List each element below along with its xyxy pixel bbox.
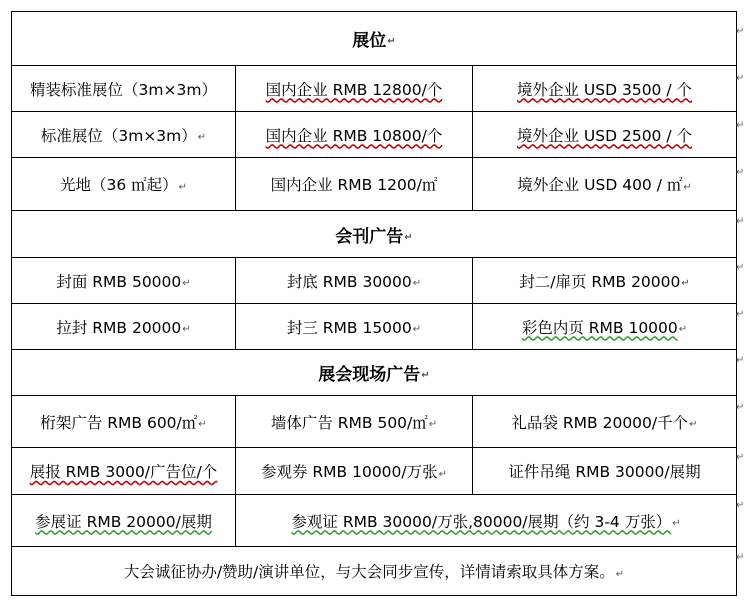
row-end-mark: ↵ xyxy=(736,262,745,273)
booth-row-2-overseas: 境外企业 USD 2500 / 个 xyxy=(472,111,737,158)
row-end-mark: ↵ xyxy=(736,500,745,511)
footer-note: 大会诚征协办/赞助/演讲单位，与大会同步宣传，详情请索取具体方案。 ↵ xyxy=(11,546,737,596)
onsite-ad-row-1-col-2: 墙体广告 RMB 500/㎡ ↵ xyxy=(235,395,473,448)
row-end-mark: ↵ xyxy=(736,309,745,320)
journal-ad-row-2-col-2: 封三 RMB 15000 ↵ xyxy=(235,303,473,350)
onsite-ad-row-2-col-1: 展报 RMB 3000/广告位/个 xyxy=(11,447,236,495)
booth-row-3-overseas: 境外企业 USD 400 / ㎡ ↵ xyxy=(472,157,737,211)
booth-row-1-domestic: 国内企业 RMB 12800/个 xyxy=(235,65,473,112)
row-end-mark: ↵ xyxy=(736,402,745,413)
row-end-mark: ↵ xyxy=(736,73,745,84)
row-end-mark: ↵ xyxy=(736,216,745,227)
row-end-mark: ↵ xyxy=(736,167,745,178)
onsite-ad-row-3-col-1: 参展证 RMB 20000/展期 xyxy=(11,494,236,547)
booth-row-1-type: 精装标准展位（3m×3m） xyxy=(11,65,236,112)
onsite-ad-row-2-col-3: 证件吊绳 RMB 30000/展期 xyxy=(472,447,737,495)
journal-ad-row-1-col-1: 封面 RMB 50000 ↵ xyxy=(11,257,236,304)
booth-row-3-type: 光地（36 ㎡起） ↵ xyxy=(11,157,236,211)
onsite-ad-row-1-col-3: 礼品袋 RMB 20000/千个 ↵ xyxy=(472,395,737,448)
journal-ad-row-2-col-3: 彩色内页 RMB 10000 ↵ xyxy=(472,303,737,350)
section-header-journal-ads: 会刊广告 ↵ xyxy=(11,210,737,258)
section-header-onsite-ads: 展会现场广告 ↵ xyxy=(11,349,737,396)
row-end-mark: ↵ xyxy=(736,452,745,463)
row-end-mark: ↵ xyxy=(736,120,745,131)
journal-ad-row-2-col-1: 拉封 RMB 20000 ↵ xyxy=(11,303,236,350)
section-header-booth: 展位 ↵ xyxy=(11,11,737,66)
row-end-mark: ↵ xyxy=(736,26,745,37)
booth-row-1-overseas: 境外企业 USD 3500 / 个 xyxy=(472,65,737,112)
onsite-ad-row-1-col-1: 桁架广告 RMB 600/㎡ ↵ xyxy=(11,395,236,448)
journal-ad-row-1-col-2: 封底 RMB 30000 ↵ xyxy=(235,257,473,304)
row-end-mark: ↵ xyxy=(736,552,745,563)
onsite-ad-row-2-col-2: 参观券 RMB 10000/万张 ↵ xyxy=(235,447,473,495)
booth-row-3-domestic: 国内企业 RMB 1200/㎡ xyxy=(235,157,473,211)
journal-ad-row-1-col-3: 封二/扉页 RMB 20000 ↵ xyxy=(472,257,737,304)
row-end-mark: ↵ xyxy=(736,355,745,366)
booth-row-2-type: 标准展位（3m×3m） ↵ xyxy=(11,111,236,158)
booth-row-2-domestic: 国内企业 RMB 10800/个 xyxy=(235,111,473,158)
onsite-ad-row-3-col-2: 参观证 RMB 30000/万张,80000/展期（约 3-4 万张） ↵ xyxy=(235,494,737,547)
